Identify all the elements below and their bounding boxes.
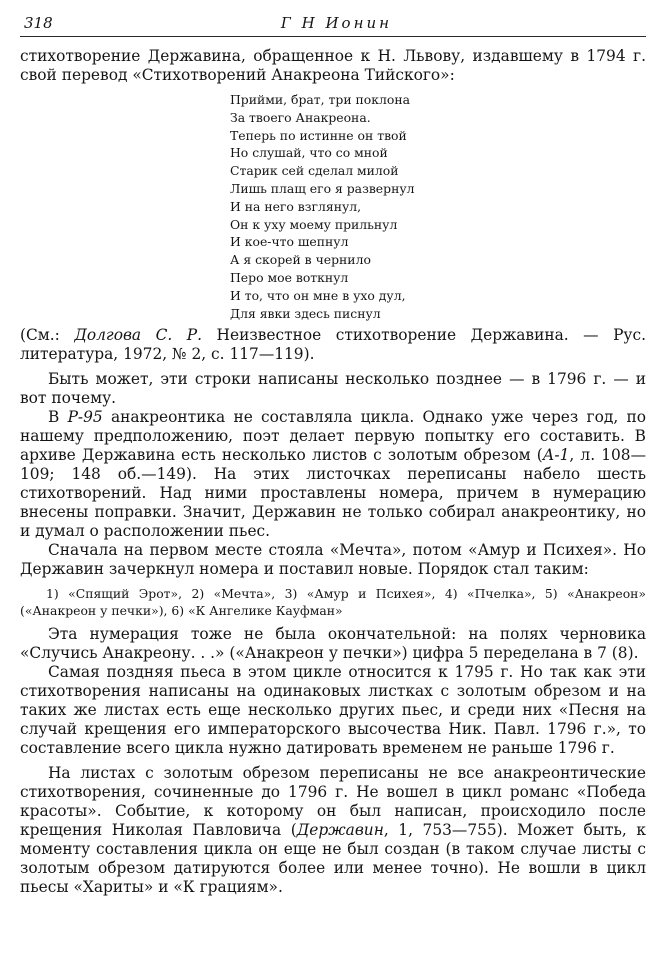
citation-rest: Неизвестное стихотворение Державина. — Рус. литература, 1972, № 2, с. 117—119). [20, 326, 646, 364]
poem-line: И кое-что шепнул [230, 234, 349, 250]
poem-line: Теперь по истинне он твой [230, 127, 407, 143]
running-header [20, 14, 646, 37]
archive-code-a1: А-1 [542, 446, 570, 465]
citation-author: Долгова С. Р. [74, 326, 203, 345]
poem-quotation [230, 91, 646, 322]
archive-lead: В [48, 408, 68, 427]
paragraph-not-included [20, 764, 646, 897]
paragraph-dating: Самая поздняя пьеса в этом цикле относится к 1795 г. Но так как эти стихотворения написаны на одинаковых листках с золотым обрезом и на таких же листах есть еще несколько других пьес, и среди них «Песня на случай крещения его императорского высочества Ник. Павл. 1796 г.», то составление всего цикла нужно датировать временем не раньше 1796 г. [20, 663, 646, 758]
poem-line: А я скорей в чернило [230, 252, 371, 268]
poem-order-list: 1) «Спящий Эрот», 2) «Мечта», 3) «Амур и Психея», 4) «Пчелка», 5) «Анакреон» («Анакреон у печки»), 6) «К Ангелике Кауфман» [20, 586, 646, 619]
poem-line: Он к уху моему прильнул [230, 216, 398, 232]
archive-rest: , л. 108—109; 148 об.—149). На этих листочках переписаны набело шесть стихотворений. Над ними проставлены номера, причем в нумерацию внесены поправки. Значит, Державин не только собирал анакреонтику, но и думал о расположении пьес. [20, 446, 646, 541]
poem-line: И на него взглянул, [230, 198, 362, 214]
citation-lead: (См.: [20, 326, 75, 345]
paragraph-perhaps: Быть может, эти строки написаны несколько позднее — в 1796 г. — и вот почему. [20, 370, 646, 408]
poem-line: Перо мое воткнул [230, 269, 349, 285]
not-included-rest: , 1, 753—755). Может быть, к моменту составления цикла он еще не был создан (в таком случае листы с золотым обрезом датируются более или менее точно). Не вошли в цикл пьесы «Хариты» и «К грациям». [20, 821, 646, 897]
archive-code-r95: Р-95 [67, 408, 103, 427]
paragraph-order: Сначала на первом месте стояла «Мечта», потом «Амур и Психея». Но Державин зачеркнул номера и поставил новые. Порядок стал таким: [20, 541, 646, 579]
not-included-lead: На листах с золотым обрезом переписаны не все анакреонтические стихотворения, сочиненные до 1796 г. Не вошел в цикл романс «Победа красоты». Событие, к которому он был написан, происходило после крещения Николая Павловича ( [20, 764, 646, 840]
paragraph-archive [20, 408, 646, 541]
reference-citation [20, 326, 646, 364]
poem-line: Лишь плащ его я развернул [230, 180, 415, 196]
poem-line: Для явки здесь писнул [230, 305, 381, 321]
paragraph-numbering: Эта нумерация тоже не была окончательной: на полях черновика «Случись Анакреону. . .» («Анакреон у печки») цифра 5 переделана в 7 (8). [20, 625, 646, 663]
poem-line: За твоего Анакреона. [230, 109, 371, 125]
poem-line: Но слушай, что со мной [230, 145, 388, 161]
paragraph-intro: стихотворение Державина, обращенное к Н. Львову, издавшему в 1794 г. свой перевод «Стихотворений Анакреона Тийского»: [20, 47, 646, 84]
archive-mid: анакреонтика не составляла цикла. Однако уже через год, по нашему предположению, поэт делает первую попытку его составить. В архиве Державина есть несколько листов с золотым обрезом ( [20, 408, 646, 465]
not-included-source: Державин [296, 821, 384, 840]
page-body [20, 47, 646, 897]
poem-line: И то, что он мне в ухо дул, [230, 287, 406, 303]
running-head-author: Г Н Ионин [280, 14, 392, 32]
poem-line: Прийми, брат, три поклона [230, 92, 410, 107]
poem-line: Старик сей сделал милой [230, 163, 399, 179]
page-number: 318 [24, 14, 53, 32]
